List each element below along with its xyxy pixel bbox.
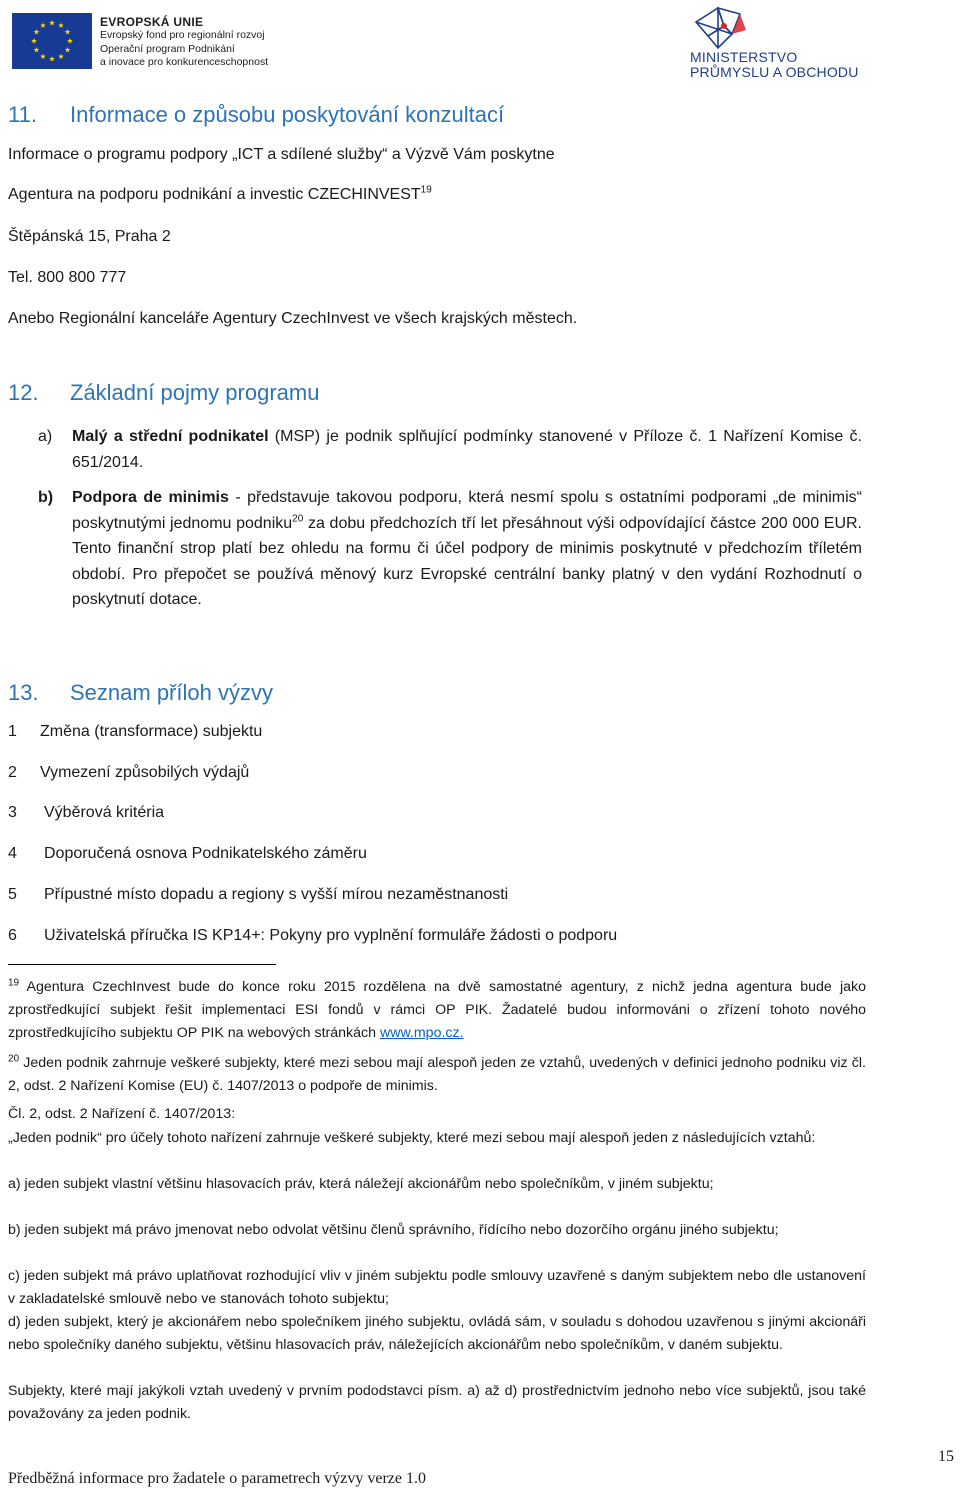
section-12-heading (8, 380, 319, 406)
footnote-19: $^{19}$ Agentura CzechInvest bude do konce roku 2015 rozdělena na dvě samostatné agentury, z nichž jedna agentura bude jako zprostředkující subjekt řešit implementaci ESI fondů v rámci OP PIK. Žadatelé budou informováni o zřízení tohoto nového zprostředkujícího subjektu OP PIK na webových stránkách www.mpo.cz. (8, 977, 866, 1041)
eu-flag-icon (12, 13, 92, 69)
ministry-line: MINISTERSTVO (690, 49, 798, 65)
term-de-minimis-definition-1: - představuje takovou podporu, která nesmí spolu s ostatními podporami „de minimis“ poskytnutými jednomu podniku (72, 489, 862, 532)
s11-line-3: Štěpánská 15, Praha 2 (8, 228, 171, 245)
list-item: 3 Výběrová kritéria (8, 804, 165, 821)
list-item: 6 Uživatelská příručka IS KP14+: Pokyny pro vyplnění formuláře žádosti o podporu (8, 927, 618, 944)
eu-line: EVROPSKÁ UNIE (100, 15, 204, 29)
section-title: Seznam příloh výzvy (70, 680, 273, 705)
page-header (0, 0, 960, 84)
list-item: 1 Změna (transformace) subjektu (8, 723, 263, 740)
section-number: 12. (8, 380, 39, 405)
section-title: Základní pojmy programu (70, 380, 320, 405)
footnote-closing: Subjekty, které mají jakýkoli vztah uvedený v prvním pododstavci písm. a) až d) prostřednictvím jednoho nebo více subjektů, jsou také považovány za jeden podnik. (8, 1383, 866, 1422)
eu-star-icon (49, 56, 55, 61)
eu-star-icon (67, 38, 73, 43)
eu-star-icon (40, 22, 46, 27)
footnote-ref-20[interactable]: 20 (292, 513, 304, 525)
term-msp: Malý a střední podnikatel (72, 428, 269, 445)
eu-line: Evropský fond pro regionální rozvoj (100, 29, 265, 42)
eu-star-icon (65, 29, 71, 34)
footnote-number: 20 (8, 1053, 20, 1065)
footnote-item-c: c) jeden subjekt má právo uplatňovat rozhodující vliv v jiném subjektu podle smlouvy uzavřené s daným subjektem nebo dle ustanovení v zakladatelské smlouvě nebo ve stanovách tohoto subjektu; (8, 1268, 866, 1307)
footnote-separator (8, 964, 276, 965)
section-number: 13. (8, 680, 39, 705)
eu-star-icon (34, 29, 40, 34)
page-number: 15 (938, 1448, 954, 1465)
section-title: Informace o způsobu poskytování konzultací (70, 102, 505, 127)
agency-name: Agentura na podporu podnikání a investic CZECHINVEST (8, 186, 421, 203)
eu-star-icon (58, 54, 64, 59)
footnote-number: 19 (8, 977, 20, 989)
list-item: 4 Doporučená osnova Podnikatelského záměru (8, 845, 367, 862)
eu-star-icon (34, 47, 40, 52)
term-msp-definition: (MSP) je podnik splňující podmínky stanovené v Příloze č. 1 Nařízení Komise č. 651/2014. (72, 428, 862, 471)
footnote-item-a: a) jeden subjekt vlastní většinu hlasovacích práv, která náležejí akcionářům nebo společníkům, v jiném subjektu; (8, 1176, 714, 1192)
s12-b-paragraph (72, 485, 862, 613)
eu-line: a inovace pro konkurenceschopnost (100, 56, 269, 69)
s11-line-4: Tel. 800 800 777 (8, 269, 127, 286)
ministry-line: PRŮMYSLU A OBCHODU (690, 63, 859, 80)
footnote-item-d: d) jeden subjekt, který je akcionářem nebo společníkem jiného subjektu, ovládá sám, v souladu s dohodou uzavřenou s jinými akcionáři nebo společníky daného subjektu, většinu hlasovacích práv, náležejících akcionářům nebo společníkům, v daném subjektu. (8, 1314, 866, 1353)
eu-star-icon (49, 20, 55, 25)
s12-a-marker: a) (38, 428, 53, 445)
term-de-minimis: Podpora de minimis (72, 489, 229, 506)
eu-star-icon (40, 54, 46, 59)
s12-a-paragraph (72, 424, 862, 475)
ministry-logo-text (690, 50, 859, 79)
eu-star-icon (58, 22, 64, 27)
list-item: 5 Přípustné místo dopadu a regiony s vyšší mírou nezaměstnanosti (8, 886, 509, 903)
footnote-item-b: b) jeden subjekt má právo jmenovat nebo odvolat většinu členů správního, řídícího nebo dozorčího orgánu jiného subjektu; (8, 1222, 779, 1238)
eu-stars-icon (12, 13, 92, 69)
list-item: 2 Vymezení způsobilých výdajů (8, 764, 250, 781)
eu-logo-text (100, 16, 268, 70)
footnote-intro: „Jeden podnik“ pro účely tohoto nařízení zahrnuje veškeré subjekty, které mezi sebou mají alespoň jeden z následujících vztahů: (8, 1130, 816, 1146)
s11-line-2 (8, 186, 432, 204)
section-11-heading (8, 102, 504, 128)
footer-text: Předběžná informace pro žadatele o parametrech výzvy verze 1.0 (8, 1470, 426, 1487)
section-number: 11. (8, 102, 37, 127)
footnote-ref-19[interactable]: 19 (420, 184, 432, 196)
s11-line-1: Informace o programu podpory „ICT a sdílené služby“ a Výzvě Vám poskytne (8, 146, 555, 163)
section-13-heading (8, 680, 273, 706)
eu-star-icon (65, 47, 71, 52)
s12-b-marker: b) (38, 489, 54, 506)
footnote-article: Čl. 2, odst. 2 Nařízení č. 1407/2013: (8, 1106, 236, 1122)
footnote-20: $^{20}$ Jeden podnik zahrnuje veškeré subjekty, které mezi sebou mají alespoň jeden ze vztahů, uvedených v definici jednoho podniku viz čl. 2, odst. 2 Nařízení Komise (EU) č. 1407/2013 o podpoře de minimis. (8, 1053, 866, 1094)
term-de-minimis-definition-2: za dobu předchozích tří let přesáhnout výši odpovídající částce 200 000 EUR. Tento finanční strop platí bez ohledu na formu či účel podpory de minimis poskytnuté v předchozím tříletém období. Pro přepočet se používá měnový kurz Evropské centrální banky platný v den vydání Rozhodnutí o poskytnutí dotace. (72, 514, 862, 608)
mpo-website-link[interactable]: www.mpo.cz. (379, 1025, 464, 1041)
eu-line: Operační program Podnikání (100, 42, 235, 55)
s11-line-5: Anebo Regionální kanceláře Agentury CzechInvest ve všech krajských městech. (8, 310, 578, 327)
eu-star-icon (31, 38, 37, 43)
